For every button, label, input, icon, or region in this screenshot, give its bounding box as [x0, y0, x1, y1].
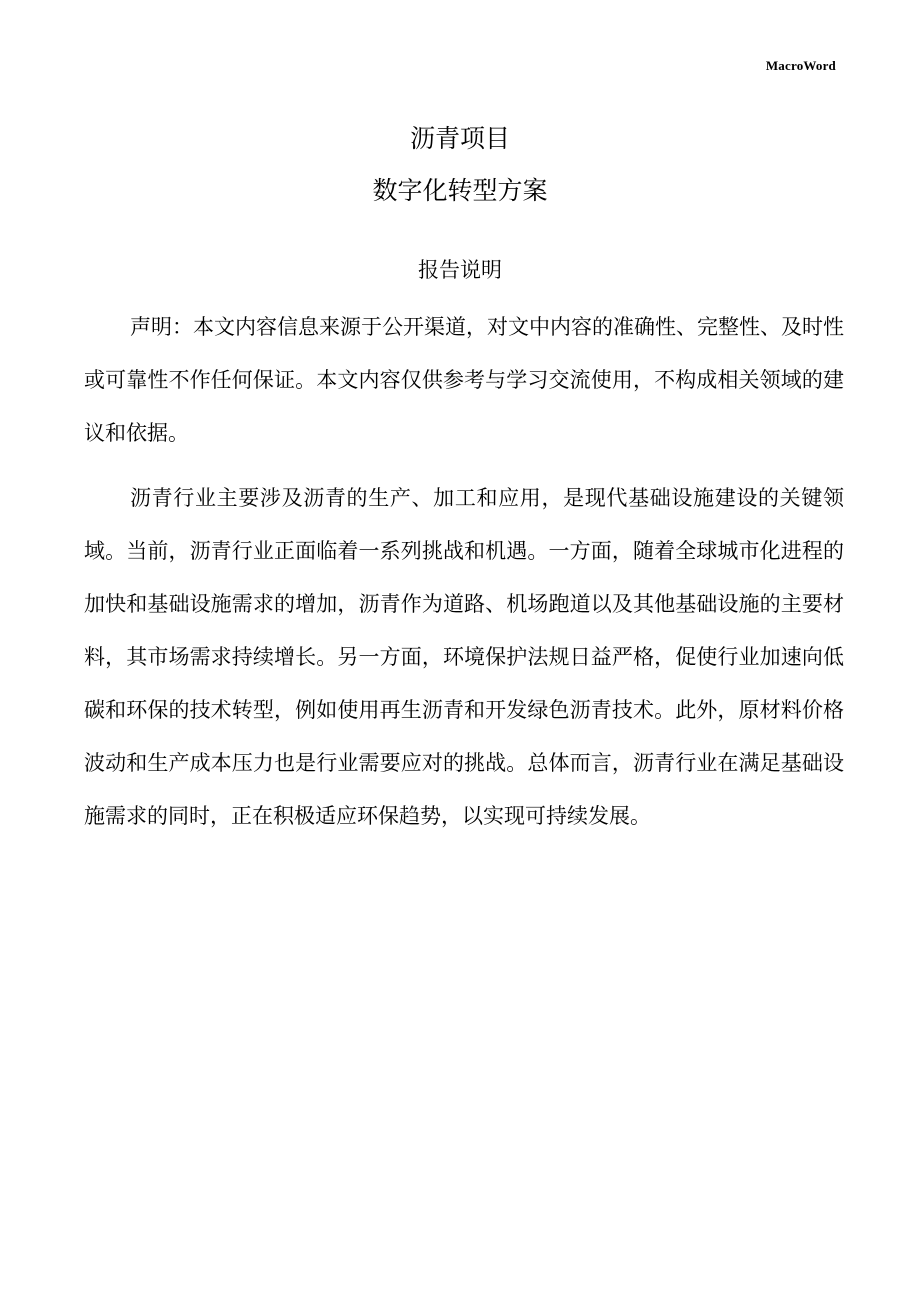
- disclaimer-paragraph: 声明：本文内容信息来源于公开渠道，对文中内容的准确性、完整性、及时性或可靠性不作任何保证。本文内容仅供参考与学习交流使用，不构成相关领域的建议和依据。: [84, 315, 844, 445]
- document-title-line-1: 沥青项目: [409, 124, 510, 153]
- industry-overview-paragraph: 沥青行业主要涉及沥青的生产、加工和应用，是现代基础设施建设的关键领域。当前，沥青行业正面临着一系列挑战和机遇。一方面，随着全球城市化进程的加快和基础设施需求的增加，沥青作为道路、机场跑道以及其他基础设施的主要材料，其市场需求持续增长。另一方面，环境保护法规日益严格，促使行业加速向低碳和环保的技术转型，例如使用再生沥青和开发绿色沥青技术。此外，原材料价格波动和生产成本压力也是行业需要应对的挑战。总体而言，沥青行业在满足基础设施需求的同时，正在积极适应环保趋势，以实现可持续发展。: [84, 486, 844, 828]
- section-heading: 报告说明: [418, 258, 502, 282]
- document-title-line-2: 数字化转型方案: [372, 176, 548, 205]
- header-brand: MacroWord: [765, 58, 836, 73]
